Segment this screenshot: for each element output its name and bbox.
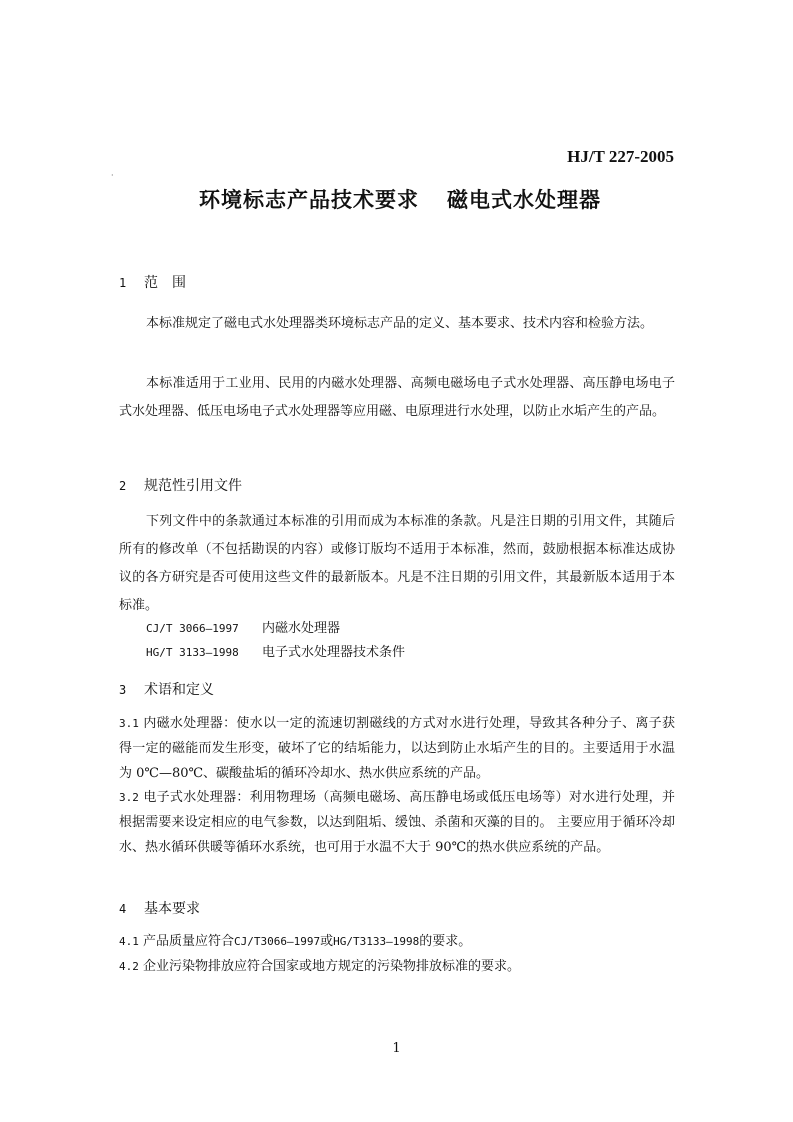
clause-4-1: 4.1 产品质量应符合CJ/T3066—1997或HG/T3133—1998的要求。 — [119, 934, 472, 949]
section-heading-1: 1 范 围 — [119, 275, 186, 291]
page-number: 1 — [392, 1041, 401, 1056]
clause-3-1: 3.1 内磁水处理器：使水以一定的流速切割磁线的方式对水进行处理，导致其各种分子、离子获得一定的磁能而发生形变，破坏了它的结垢能力，以达到防止水垢产生的目的。主要适用于水温为 0℃—80℃、碳酸盐垢的循环冷却水、热水供应系统的产品。 — [119, 716, 675, 781]
clause-3-2: 3.2 电子式水处理器：利用物理场（高频电磁场、高压静电场或低压电场等）对水进行处理，并根据需要来设定相应的电气参数，以达到阻垢、缓蚀、杀菌和灭藻的目的。 主要应用于循环冷却水、热水循环供暖等循环水系统，也可用于水温不大于 90℃的热水供应系统的产品。 — [119, 790, 675, 855]
paragraph: 本标准适用于工业用、民用的内磁水处理器、高频电磁场电子式水处理器、高压静电场电子式水处理器、低压电场电子式水处理器等应用磁、电原理进行水处理，以防止水垢产生的产品。 — [119, 376, 675, 419]
section-heading-2: 2 规范性引用文件 — [119, 478, 242, 494]
page-title — [120, 184, 680, 214]
title-part-2: 磁电式水处理器 — [447, 188, 601, 212]
paragraph: 下列文件中的条款通过本标准的引用而成为本标准的条款。凡是注日期的引用文件，其随后所有的修改单（不包括勘误的内容）或修订版均不适用于本标准，然而，鼓励根据本标准达成协议的各方研究是否可使用这些文件的最新版本。凡是不注日期的引用文件，其最新版本适用于本标准。 — [119, 514, 675, 613]
title-part-1: 环境标志产品技术要求 — [199, 188, 419, 212]
section-heading-4: 4 基本要求 — [119, 901, 200, 917]
header-marker: · — [111, 171, 114, 180]
reference-item: HG/T 3133—1998 电子式水处理器技术条件 — [146, 645, 406, 660]
paragraph: 本标准规定了磁电式水处理器类环境标志产品的定义、基本要求、技术内容和检验方法。 — [146, 316, 654, 331]
standard-number: HJ/T 227-2005 — [567, 147, 674, 166]
clause-4-2: 4.2 企业污染物排放应符合国家或地方规定的污染物排放标准的要求。 — [119, 959, 521, 974]
section-heading-3: 3 术语和定义 — [119, 682, 214, 698]
reference-item: CJ/T 3066—1997 内磁水处理器 — [146, 621, 341, 636]
